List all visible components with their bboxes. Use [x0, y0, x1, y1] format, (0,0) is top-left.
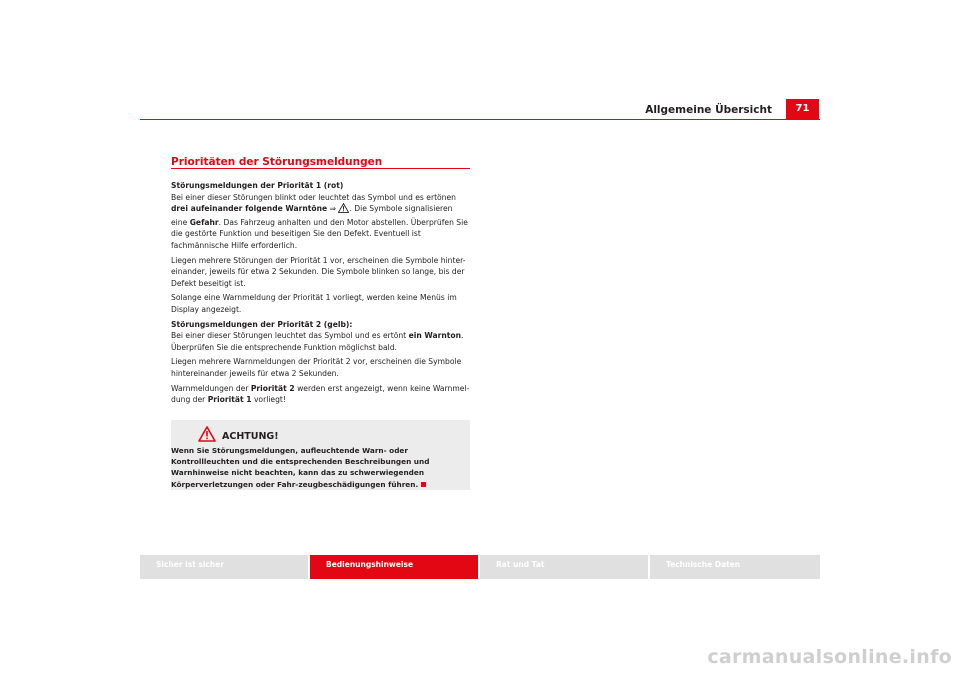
- p6-text-bold: Priorität 2: [250, 383, 295, 393]
- section-rule: [171, 168, 470, 169]
- p1-text-a: Bei einer dieser Störungen blinkt oder leuchtet das Symbol und es ertönen: [171, 192, 456, 202]
- warning-triangle-icon[interactable]: [338, 203, 349, 217]
- p6-text-bold2: Priorität 1: [207, 395, 252, 405]
- p4-text-a: Bei einer dieser Störungen leuchtet das Symbol und es ertönt: [171, 331, 407, 341]
- footer-tab-label: Technische Daten: [666, 560, 741, 569]
- p6-text-c: werden erst angezeigt, wenn keine Warnmel-dung der: [171, 383, 470, 405]
- warning-title: ACHTUNG!: [222, 430, 279, 442]
- ref-arrow: ⇒: [329, 204, 337, 214]
- footer-tab-label: Rat und Tat: [496, 560, 545, 569]
- p3: Solange eine Warnmeldung der Priorität 1 vorliegt, werden keine Menüs im Display angezeigt.: [171, 293, 457, 314]
- header-rule: [140, 119, 820, 120]
- p1-text-bold: drei aufeinander folgende Warntöne: [171, 204, 328, 214]
- warning-triangle-icon: [198, 426, 216, 446]
- p2: Liegen mehrere Störungen der Priorität 1 vor, erscheinen die Symbole hinter-einander, jeweils für etwa 2 Sekunden. Die Symbole blinken so lange, bis der Defekt beseitigt ist.: [171, 255, 466, 288]
- warning-text: [171, 445, 467, 490]
- p6: [171, 383, 471, 406]
- watermark: carmanualsonline.info: [707, 646, 952, 668]
- footer-tab-technische[interactable]: [650, 555, 820, 579]
- warning-box: [171, 420, 470, 490]
- priority2-block: [171, 319, 471, 354]
- p1-text-gefahr: Gefahr: [189, 217, 219, 227]
- end-mark-icon: [421, 482, 426, 487]
- priority1-heading: Störungsmeldungen der Priorität 1 (rot): [171, 181, 344, 190]
- priority2-heading: Störungsmeldungen der Priorität 2 (gelb):: [171, 319, 353, 329]
- warning-header: [198, 426, 279, 446]
- footer-tab-label: Sicher ist sicher: [156, 560, 224, 569]
- p1-text-c: . Die Symbole signalisieren eine: [171, 204, 453, 227]
- section-title: Prioritäten der Störungsmeldungen: [171, 156, 383, 168]
- warning-text-body: Wenn Sie Störungsmeldungen, aufleuchtende Warn- oder Kontrollleuchten und die entsprechenden Beschreibungen und Warnhinweise nicht beachten, kann das zu schwerwiegenden Körperverletzungen oder Fahr-zeugbeschädigungen führen.: [171, 446, 430, 489]
- footer-tab-rat[interactable]: [480, 555, 648, 579]
- footer-tab-sicher[interactable]: [140, 555, 308, 579]
- p6-text-e: vorliegt!: [253, 395, 286, 405]
- page-number: 71: [786, 99, 819, 119]
- header-title: Allgemeine Übersicht: [645, 104, 772, 116]
- content: [171, 180, 471, 409]
- p1-text-e: . Das Fahrzeug anhalten und den Motor abstellen. Überprüfen Sie die gestörte Funktion und beseitigen Sie den Defekt. Eventuell ist fachmännische Hilfe erforderlich.: [171, 217, 468, 250]
- footer-tab-label: Bedienungshinweise: [326, 560, 414, 569]
- p4-text-bold: ein Warnton: [408, 331, 462, 341]
- priority1-block: [171, 180, 471, 252]
- p5: Liegen mehrere Warnmeldungen der Priorität 2 vor, erscheinen die Symbole hintereinander jeweils für etwa 2 Sekunden.: [171, 357, 462, 378]
- p6-text-a: Warnmeldungen der: [171, 383, 249, 393]
- footer-tab-bedienung[interactable]: [310, 555, 478, 579]
- p4-text-c: . Überprüfen Sie die entsprechende Funktion möglichst bald.: [171, 331, 464, 352]
